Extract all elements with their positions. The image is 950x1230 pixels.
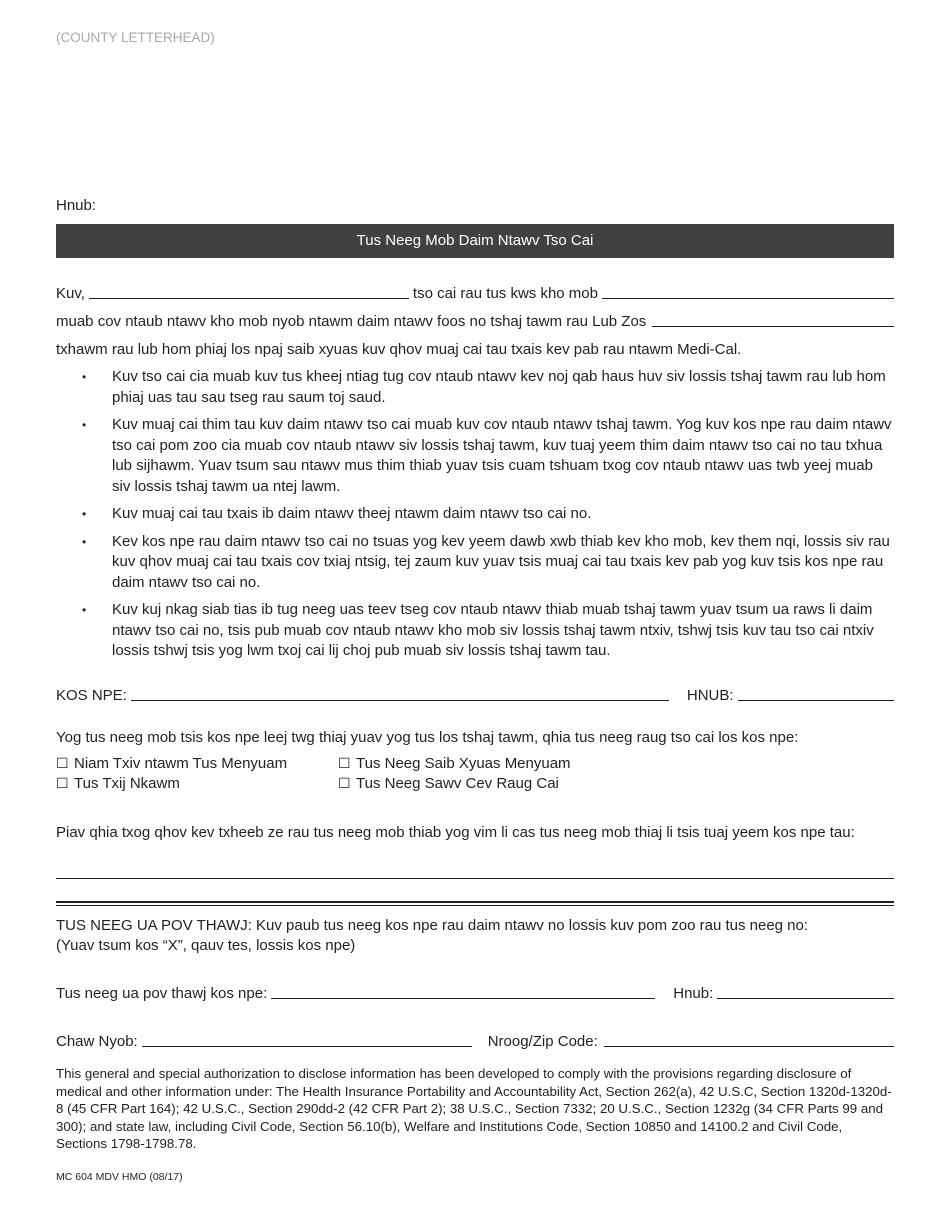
checkbox-legal-rep[interactable] xyxy=(338,775,559,792)
checkbox-icon[interactable]: ☐ xyxy=(56,755,69,771)
witness-signature-row xyxy=(56,985,894,1002)
list-item: • Kev kos npe rau daim ntawv tso cai no tsuas yog kev yeem dawb xwb thiab kev kho mob, kev them nqi, lossis siv rau kuv qhov muaj cai tau txais cov txiaj ntsig, tej zaum kuv yuav tsis muaj cai tau txais kev pab yog kuv tsis kos npe rau daim ntawv tso cai no. xyxy=(56,532,894,594)
checkbox-label: Tus Neeg Sawv Cev Raug Cai xyxy=(356,775,559,792)
signature-label: KOS NPE: xyxy=(56,687,127,704)
checkbox-label: Tus Txij Nkawm xyxy=(74,775,180,792)
patient-name-field[interactable] xyxy=(89,297,409,299)
section-divider xyxy=(56,905,894,906)
list-item: • Kuv muaj cai thim tau kuv daim ntawv tso cai muab kuv cov ntaub ntawv tshaj tawm. Yog kuv kos npe rau daim ntawv tso cai pom zoo cia muab cov ntaub ntawv siv lossis tshaj tawm, kuv tuaj yeem thim daim ntawv tso cai no tau txhua lub sijhawm. Yuav tsum sau ntawv mus thim thiab yuav tsis cuam tshuam txog cov ntaub ntawv uas twb yeej muab siv lossis tshaj tawm ua ntej lawm. xyxy=(56,415,894,497)
form-title: Tus Neeg Mob Daim Ntawv Tso Cai xyxy=(56,224,894,258)
legal-disclosure: This general and special authorization to disclose information has been developed to comply with the provisions regarding disclosure of medical and other information under: The Health Insurance Portability and Accountability Act, Section 262(a), 42 U.S.C, Section 1320d-1320d-8 (45 CFR Part 164); 42 U.S.C., Section 290dd-2 (42 CFR Part 2); 38 U.S.C., Section 7332; 20 U.S.C., Section 1232g (34 CFR Parts 99 and 300); and state law, including Civil Code, Section 56.10(b), Welfare and Institutions Code, Section 10850 and 14100.2 and Civil Code, Sections 1798-1798.78. xyxy=(56,1066,892,1151)
date-label: Hnub: xyxy=(56,197,97,214)
witness-signature-label: Tus neeg ua pov thawj kos npe: xyxy=(56,985,268,1002)
intro-kuv: Kuv, xyxy=(56,285,85,302)
form-number: MC 604 MDV HMO (08/17) xyxy=(56,1171,183,1183)
address-field[interactable] xyxy=(142,1045,472,1047)
checkbox-guardian[interactable] xyxy=(338,755,571,772)
relationship-field[interactable] xyxy=(56,878,894,879)
provider-name-field[interactable] xyxy=(602,297,894,299)
intro-purpose: txhawm rau lub hom phiaj los npaj saib xyuas kuv qhov muaj cai tau txais kev pab rau ntawm Medi-Cal. xyxy=(56,341,742,358)
checkbox-label: Niam Txiv ntawm Tus Menyuam xyxy=(74,755,288,772)
signature-date-label: HNUB: xyxy=(686,687,734,704)
signature-field[interactable] xyxy=(131,699,669,701)
intro-release-text: muab cov ntaub ntawv kho mob nyob ntawm daim ntawv foos no tshaj tawm rau Lub Zos xyxy=(56,313,647,330)
zip-field[interactable] xyxy=(604,1045,894,1047)
witness-heading: TUS NEEG UA POV THAWJ: Kuv paub tus neeg kos npe rau daim ntawv no lossis kuv pom zoo rau tus neeg no: xyxy=(56,917,809,934)
terms-list xyxy=(56,367,894,669)
list-item: • Kuv tso cai cia muab kuv tus kheej ntiag tug cov ntaub ntawv kev noj qab haus huv siv lossis tshaj tawm rau lub hom phiaj uas tau sau tseg rau saum toj saud. xyxy=(56,367,894,408)
checkbox-icon[interactable]: ☐ xyxy=(56,775,69,791)
zip-label: Nroog/Zip Code: xyxy=(487,1033,598,1050)
address-row xyxy=(56,1033,894,1050)
intro-line-2 xyxy=(56,313,894,330)
witness-date-field[interactable] xyxy=(717,997,894,999)
list-item: • Kuv muaj cai tau txais ib daim ntawv theej ntawm daim ntawv tso cai no. xyxy=(56,504,894,525)
list-item: • Kuv kuj nkag siab tias ib tug neeg uas teev tseg cov ntaub ntawv thiab muab tshaj tawm yuav tsum ua raws li daim ntawv tso cai no, tsis pub muab cov ntaub ntawv kho mob siv lossis tshaj tawm ntxiv, tshwj tsis kuv tau tso cai ntxiv lossis tshwj tsis yog lwm txoj cai lij choj pub muab siv lossis tshaj tawm tau. xyxy=(56,600,894,662)
signature-date-field[interactable] xyxy=(738,699,894,701)
county-name-field[interactable] xyxy=(652,325,894,327)
checkbox-icon[interactable]: ☐ xyxy=(338,775,351,791)
checkbox-label: Tus Neeg Saib Xyuas Menyuam xyxy=(356,755,571,772)
intro-line-1 xyxy=(56,285,894,302)
signature-row xyxy=(56,687,894,704)
intro-authorize-text: tso cai rau tus kws kho mob xyxy=(412,285,598,302)
relationship-prompt: Piav qhia txog qhov kev txheeb ze rau tus neeg mob thiab yog vim li cas tus neeg mob thiaj li tsis tuaj yeem kos npe tau: xyxy=(56,824,855,841)
checkbox-icon[interactable]: ☐ xyxy=(338,755,351,771)
checkbox-parent[interactable] xyxy=(56,755,287,772)
witness-instructions: (Yuav tsum kos “X”, qauv tes, lossis kos npe) xyxy=(56,937,356,954)
section-divider xyxy=(56,901,894,903)
witness-signature-field[interactable] xyxy=(271,997,655,999)
representative-intro: Yog tus neeg mob tsis kos npe leej twg thiaj yuav yog tus los tshaj tawm, qhia tus neeg raug tso cai los kos npe: xyxy=(56,729,799,746)
county-letterhead: (COUNTY LETTERHEAD) xyxy=(56,30,215,45)
witness-date-label: Hnub: xyxy=(673,985,714,1002)
checkbox-spouse[interactable] xyxy=(56,775,180,792)
address-label: Chaw Nyob: xyxy=(56,1033,138,1050)
